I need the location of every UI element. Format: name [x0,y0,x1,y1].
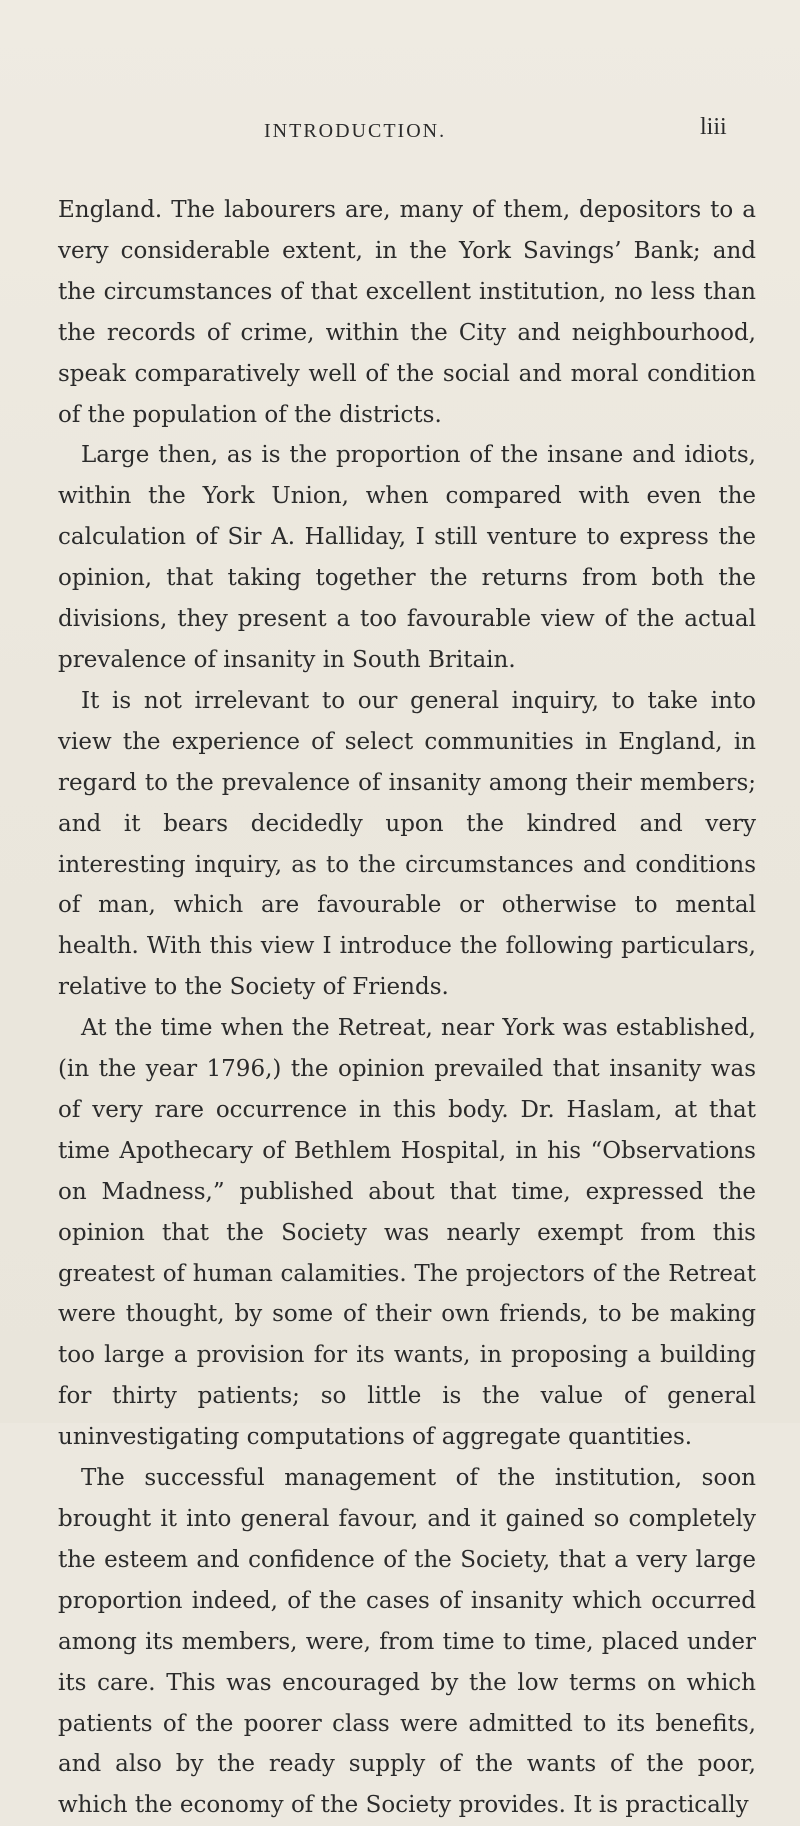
paragraph-5: The successful management of the institution, soon brought it into general favour, and it gained so completely the esteem and confidence of the Society, that a very large proportion indeed, of the cases of insanity which occurred among its members, were, from time to time, placed under its care. This was encouraged by the low terms on which patients of the poorer class were admitted to its benefits, and also by the ready supply of the wants of the poor, which the economy of the Society provides. It is practically [58,1465,756,1819]
paragraph-3: It is not irrelevant to our general inquiry, to take into view the experience of select communities in England, in regard to the prevalence of insanity among their members; and it bears decidedly upon the kindred and very interesting inquiry, as to the circumstances and conditions of man, which are favourable or otherwise to mental health. With this view I introduce the following particulars, relative to the Society of Friends. [58,687,756,1001]
body-text [58,190,756,1826]
paragraph-1: England. The labourers are, many of them, depositors to a very considerable extent, in the York Savings’ Bank; and the circumstances of that excellent institution, no less than the records of crime, within the City and neighbourhood, speak comparatively well of the social and moral condition of the population of the districts. [58,197,756,428]
page-number: liii [700,114,727,140]
paragraph-4: At the time when the Retreat, near York was established, (in the year 1796,) the opinion prevailed that insanity was of very rare occurrence in this body. Dr. Haslam, at that time Apothecary of Bethlem Hospital, in his “Observations on Madness,” published about that time, expressed the opinion that the Society was nearly exempt from this greatest of human calamities. The projectors of the Retreat were thought, by some of their own friends, to be making too large a provision for its wants, in proposing a building for thirty patients; so little is the value of general uninvestigating computations of aggregate quantities. [58,1015,756,1451]
paragraph-2: Large then, as is the proportion of the insane and idiots, within the York Union, when compared with even the calculation of Sir A. Halliday, I still venture to express the opinion, that taking together the returns from both the divisions, they present a too favourable view of the actual prevalence of insanity in South Britain. [58,442,756,673]
page-header [0,114,800,160]
running-title: INTRODUCTION. [264,120,447,142]
